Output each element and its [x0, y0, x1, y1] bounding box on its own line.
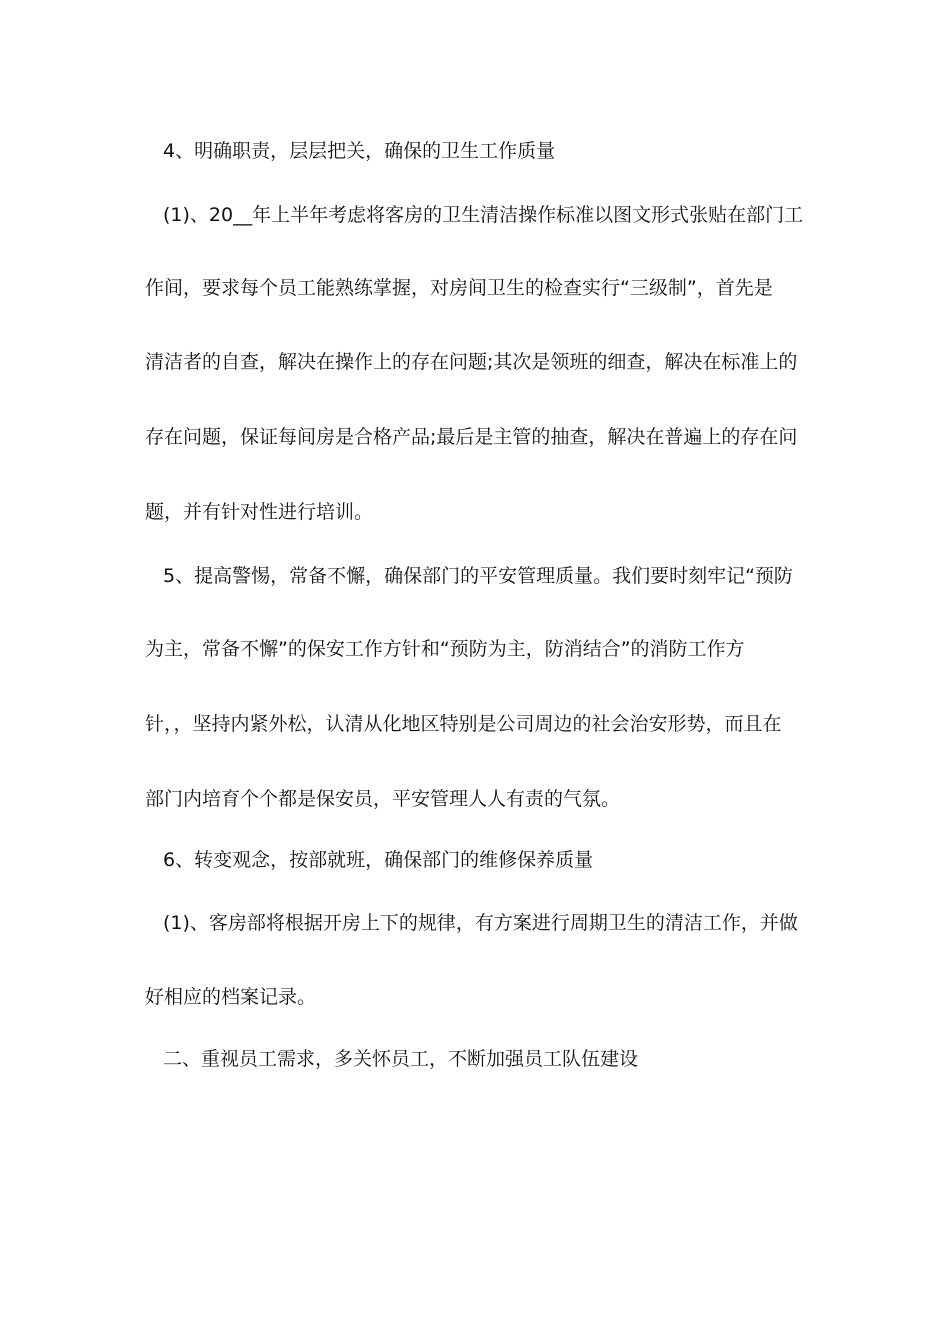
- paragraph-line: (1)、20__年上半年考虑将客房的卫生清洁操作标准以图文形式张贴在部门工: [163, 204, 804, 226]
- paragraph-line: 存在问题，保证每间房是合格产品;最后是主管的抽查，解决在普遍上的存在问: [145, 426, 798, 448]
- section-heading-2: 二、重视员工需求，多关怀员工，不断加强员工队伍建设: [163, 1048, 639, 1070]
- section-heading-5: 5、提高警惕，常备不懈，确保部门的平安管理质量。我们要时刻牢记“预防: [163, 565, 793, 587]
- paragraph-line: 好相应的档案记录。: [145, 986, 317, 1008]
- paragraph-line: 为主，常备不懈”的保安工作方针和“预防为主，防消结合”的消防工作方: [145, 638, 745, 660]
- section-heading-6: 6、转变观念，按部就班，确保部门的维修保养质量: [163, 849, 594, 871]
- paragraph-line: 部门内培育个个都是保安员，平安管理人人有责的气氛。: [145, 788, 621, 810]
- paragraph-line: (1)、客房部将根据开房上下的规律，有方案进行周期卫生的清洁工作，并做: [163, 912, 798, 934]
- paragraph-line: 清洁者的自查，解决在操作上的存在问题;其次是领班的细查，解决在标准上的: [145, 351, 798, 373]
- paragraph-line: 作间，要求每个员工能熟练掌握，对房间卫生的检查实行“三级制”，首先是: [145, 277, 773, 299]
- paragraph-line: 题，并有针对性进行培训。: [145, 501, 374, 523]
- section-heading-4: 4、明确职责，层层把关，确保的卫生工作质量: [163, 140, 556, 162]
- paragraph-line: 针，，坚持内紧外松，认清从化地区特别是公司周边的社会治安形势，而且在: [145, 713, 782, 735]
